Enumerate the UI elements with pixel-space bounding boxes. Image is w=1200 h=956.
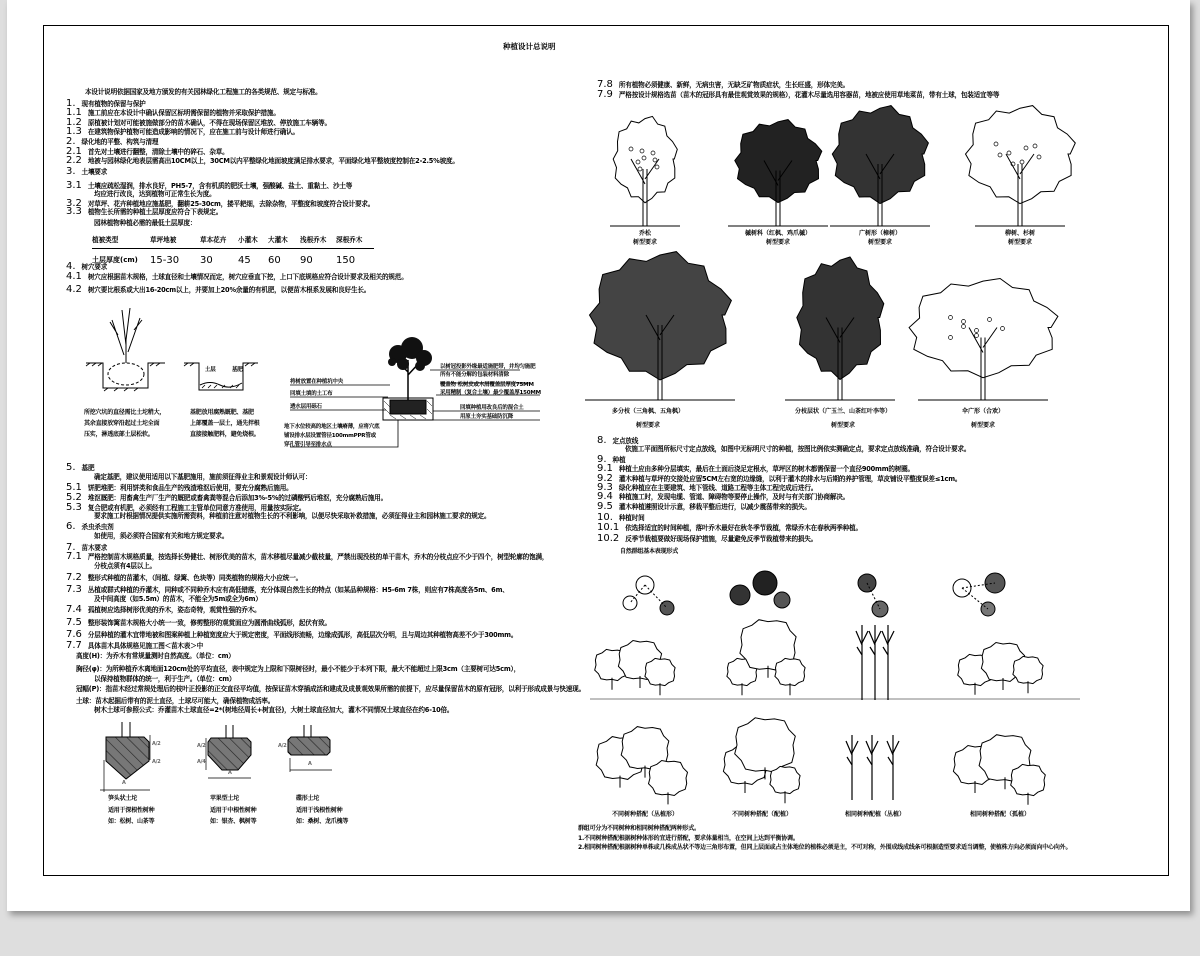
- pit-caption-line: 基肥放用腐熟厩肥、基肥: [190, 409, 254, 416]
- note-number: 8.: [597, 435, 607, 446]
- table-cell: 15-30: [150, 255, 180, 266]
- tree-requirement: 树型要求: [830, 422, 855, 429]
- page-title: 种植设计总说明: [503, 42, 556, 51]
- note-line: [597, 523, 862, 533]
- note-text: 分层种植的灌木宜带地被和图案种植上种植宽度应大于规定密度，平面线形流畅，边缘成弧形，高低层次分明，且与周边其种植物高差不少于300mm。: [87, 631, 518, 639]
- note-text: 及中间高度（如5.5m）的苗木，不能全为5m或全为6m）: [94, 595, 262, 603]
- pit-callout: 地下水位较高的地区土壤瘠薄，应将穴底: [284, 424, 380, 430]
- tree-crown: [1013, 656, 1043, 683]
- note-text: 具体苗木具体规格见施工图＜苗木表＞中: [87, 642, 203, 650]
- note-line: 2.相同树种搭配根据树种单株或几株成丛状不等边三角形布置，但同上层面或占主体地位的植株必须是主，不可对称，外围成线成线条可根据造型要求适当调整，使植株方向必须面向中心向外。: [578, 844, 1072, 851]
- note-number: 10.1: [597, 522, 620, 533]
- table-cell: 150: [336, 255, 356, 266]
- note-text: 高度(H)：为乔木有常规量测时自然高度。（单位：cm）: [76, 652, 235, 660]
- dimension-label: A/2: [152, 759, 161, 765]
- note-number: 4.2: [66, 284, 82, 295]
- note-line: [597, 464, 914, 474]
- note-text: 依施工平面图所标尺寸定点放线，如图中无标明尺寸的种植，按图比例依实测确定点，要求定点放线准确，符合设计要求。: [625, 445, 971, 453]
- note-number: 5.: [66, 462, 76, 473]
- note-number: 9.3: [597, 482, 613, 493]
- dimension-label: A: [122, 780, 126, 786]
- note-number: 5.2: [66, 492, 82, 503]
- table-cell: 45: [238, 255, 251, 266]
- note-text: 树木土球可参照公式：乔灌苗木土球直径=2*(树地径周长+树直径)，大树土球直径加大，灌木不同情况土球直径在约6-10倍。: [94, 706, 454, 714]
- plan-tree-symbol: [774, 592, 790, 608]
- note-number: 3.1: [66, 180, 82, 191]
- table-cell: 30: [200, 255, 213, 266]
- pit-caption-line: 其余直接放穿沿起过土坨全面: [84, 420, 160, 427]
- tree-crown: [775, 658, 805, 685]
- tree-branches: [856, 625, 868, 700]
- note-text: 胸径(φ)：为所种植乔木离地面120cm处的平均直径，表中规定为上限和下限树径时，最小不能少于本列下限，最大不能超过上限3cm（主要树可达5cm），: [76, 665, 520, 673]
- note-text: 堆沤厩肥：用畜禽生产厂生产的厩肥或畜禽粪等混合后添加3%-5%的过磷酸钙后堆沤，充分腐熟后施用。: [87, 494, 387, 502]
- note-number: 9.: [597, 454, 607, 465]
- note-text: 土球：苗木起掘后带有的泥土直径，土球尽可能大，确保植物成活率。: [76, 697, 275, 705]
- note-text: 定点放线: [612, 437, 639, 445]
- note-text: 整形式种植的苗灌木，（间植、绿篱、色块等）同类植物的规格大小应统一。: [87, 574, 302, 582]
- tree-crown: [645, 658, 675, 685]
- tree-requirement: 树型要求: [1007, 239, 1032, 246]
- tree-branches: [887, 735, 899, 800]
- note-number: 7.4: [66, 604, 82, 615]
- table-cell: 90: [300, 255, 313, 266]
- table-header-cell: 草坪地被: [150, 236, 177, 244]
- note-text: 植物生长所需的种植土层厚度应符合下表规定。: [87, 208, 223, 216]
- tree-crown: [649, 761, 688, 796]
- tree-branches: [869, 625, 881, 700]
- note-number: 2.: [66, 136, 76, 147]
- pit-callout: 回填种植用改良后的混合土: [460, 405, 524, 411]
- note-number: 7.: [66, 542, 76, 553]
- note-text: 确定基肥，建议使用适用以下基肥施用，施前须征得业主和景观设计师认可：: [94, 473, 312, 481]
- note-line: [597, 445, 970, 454]
- note-text: 绿化地的平整、构筑与清理: [81, 138, 159, 146]
- tree-requirement: 树型要求: [867, 239, 892, 246]
- table-row-label: 土层厚度(cm): [92, 256, 138, 264]
- table-header-cell: 小灌木: [238, 236, 258, 244]
- note-number: 7.9: [597, 89, 613, 100]
- note-line: 1.不同树种搭配根据树种体形的宜进行搭配，要求体量相当，在空间上达到平衡协调。: [578, 834, 799, 842]
- note-text: 基肥: [81, 464, 95, 472]
- soil-ball-use: 适用于浅根性树种: [296, 807, 343, 814]
- note-text: 灌木种植与草坪的交接处应留5CM左右宽的边缘缝，以利于灌木的排水与后期的养护管理，草皮铺设平整度误差≤1cm。: [618, 475, 962, 483]
- note-number: 3.: [66, 166, 76, 177]
- pit-caption-line: 上部覆盖一层土，通先拌根: [190, 420, 260, 427]
- note-text: 灌木种植遵照设计示意，移栽平整后进行，以减少震荡带来的损失。: [618, 503, 811, 511]
- pit-callout: 透水层用砾石: [290, 404, 322, 410]
- pit-callout: 所有不能分解的包装材料清除: [440, 372, 509, 378]
- table-header-cell: 植被类型: [92, 236, 119, 244]
- plan-tree-symbol: [730, 585, 750, 605]
- tree-name: 乔松: [638, 230, 651, 237]
- note-number: 10.: [597, 512, 613, 523]
- tree-crown: [797, 257, 884, 380]
- fertilizer-label: 基肥: [232, 367, 243, 373]
- pit-caption-line: 直接接触肥料，避免烧根。: [190, 431, 260, 438]
- note-number: 1.3: [66, 126, 82, 137]
- soil-ball-use: 适用于中根性树种: [210, 807, 257, 814]
- note-text: 杀虫杀虫剂: [81, 523, 114, 531]
- note-text: 严格控制苗木规格质量，按选择长势健壮、树形优美的苗木，苗木移植尽量减少截枝量，严禁出现没枝的单干苗木，乔木的分枝点应不少于四个，树型轮廓的饱满，: [87, 553, 549, 561]
- tree-requirement: 树型要求: [635, 422, 660, 429]
- table-header-cell: 浅根乔木: [300, 236, 327, 244]
- soil-layer-label: 土层: [205, 367, 216, 373]
- combo-name: 不同树种搭配（丛植形）: [611, 811, 678, 818]
- note-text: 种植土应由多种分层填实，最后在土面后浇足定根水，草坪区的树木都需保留一个直径900mm的树圈。: [618, 465, 914, 473]
- note-text: 树穴要求: [81, 263, 108, 271]
- tree-name: 多分枝（三角枫、五角枫）: [611, 408, 684, 415]
- dimension-label: A: [228, 770, 232, 776]
- note-text: 饼肥堆肥：利用饼类和食品生产的残渣堆沤后使用，要充分腐熟后施用。: [87, 484, 293, 492]
- note-text: 首先对土壤进行翻整，清除土壤中的碎石、杂草。: [87, 148, 229, 156]
- pit-callout: 穿孔管引导至排水点: [284, 442, 332, 448]
- note-number: 7.3: [66, 584, 82, 595]
- soil-ball-use: 适用于深根性树种: [108, 807, 155, 814]
- note-text: 依选择适宜的时间种植，落叶乔木最好在秋冬季节栽植，常绿乔木在春秋两季种植。: [625, 524, 862, 532]
- tree-branches: [882, 625, 894, 700]
- tree-crown: [735, 120, 822, 203]
- note-text: 以保持植物群体的统一，利于生产。（单位：cm）: [94, 675, 236, 683]
- plan-link-line: [630, 583, 995, 609]
- soil-ball-name: 笋头状土坨: [108, 795, 138, 802]
- intro-text: 本设计说明依据国家及地方颁发的有关园林绿化工程施工的各类规范、规定与标准。: [85, 88, 322, 96]
- note-text: 在建筑物保护植物可能造成影响的情况下，应在施工前与设计师进行确认。: [87, 128, 299, 136]
- note-number: 9.4: [597, 491, 613, 502]
- soil-ball-name: 苹果型土坨: [210, 795, 240, 802]
- note-line: 群组可分为不同树种和相同树种搭配两种形式。: [578, 825, 700, 832]
- note-line: [597, 502, 811, 512]
- note-text: 地被与园林绿化地表层需高出10CM以上，30CM以内平整绿化地面坡度满足排水要求，平面绿化地平整坡度控制在2-2.5%坡度。: [87, 157, 459, 165]
- tree-requirement: 树型要求: [970, 422, 995, 429]
- note-number: 6.: [66, 521, 76, 532]
- dimension-label: A/4: [197, 759, 206, 765]
- note-number: 3.2: [66, 198, 82, 209]
- note-number: 5.1: [66, 482, 82, 493]
- note-number: 9.1: [597, 463, 613, 474]
- tree-name: 分枝层状（广玉兰、山茶红叶李等）: [794, 408, 891, 415]
- note-text: 冠幅(P)：指苗木经过常规处理后的枝叶正投影的正交直径平均值，按保证苗木穿插成活和建成及成景观效果所需的前提下，应尽量保留苗木的原有冠形，以利于形成成景与快速现。: [76, 685, 585, 693]
- tree-requirement: 树型要求: [765, 239, 790, 246]
- soil-ball-example: 如：银杏、枫树等: [210, 818, 257, 825]
- table-header-cell: 深根乔木: [336, 236, 363, 244]
- note-number: 2.2: [66, 155, 82, 166]
- note-text: 苗木要求: [81, 544, 108, 552]
- tree-crown: [909, 279, 1058, 378]
- tree-name: 伞广形（合欢）: [961, 408, 1004, 415]
- pit-callout: 回填土填的土工布: [290, 391, 333, 397]
- note-number: 7.5: [66, 617, 82, 628]
- pit-caption-line: 压实，淋透底部土层松软。: [84, 431, 154, 438]
- note-text: 绿化种植应在主要建筑、地下管线、道路工程等主体工程完成后进行。: [618, 484, 818, 492]
- tree-requirement: 树型要求: [632, 239, 657, 246]
- tree-branches: [866, 735, 878, 800]
- note-number: 7.6: [66, 629, 82, 640]
- note-text: 丛植或群式种植的乔灌木，同种或不同种乔木应有高低错落，充分体现自然生长的特点（如某品种规格：H5-6m 7株，则应有7株高度各5m、6m、: [87, 586, 509, 594]
- pit-callout: 用原土夯实基础防沉降: [460, 414, 514, 420]
- note-number: 7.1: [66, 551, 82, 562]
- combo-name: 不同树种搭配（配植）: [731, 811, 792, 818]
- note-text: 反季节栽植要做好现场保护措施，尽量避免反季节栽植带来的损失。: [625, 535, 818, 543]
- soil-ball-example: 如：桑树、龙爪槐等: [296, 818, 349, 825]
- pit-callout: 采用精制（复合土壤）最少覆盖厚150MM: [440, 390, 541, 396]
- combo-name: 相同树种配植（丛植）: [844, 811, 905, 818]
- combo-caption: 自然群组基本表现形式: [620, 548, 679, 555]
- note-text: 对草坪、花卉种植地应施基肥，翻耕25-30cm，搂平耙细，去除杂物，平整度和坡度符合设计要求。: [87, 200, 375, 208]
- note-number: 2.1: [66, 146, 82, 157]
- note-number: 3.3: [66, 206, 82, 217]
- note-number: 4.1: [66, 271, 82, 282]
- tree-name: 柳树、杉树: [1004, 230, 1035, 237]
- note-line: [597, 534, 817, 544]
- tree-crown: [735, 718, 796, 772]
- note-text: 树穴应根据苗木规格，土球直径和土壤情况而定，树穴应垂直下挖，上口下底规格应符合设计要求及相关的规范。: [87, 273, 408, 281]
- pit-callout: 覆盖物 松树皮或木屑覆盖层厚度75MM: [440, 382, 534, 388]
- note-number: 7.8: [597, 79, 613, 90]
- pit-caption-line: 所挖穴坑的直径需比土坨稍大，: [84, 409, 166, 416]
- tree-branches: [846, 735, 858, 800]
- note-text: 原植被计划对可能被施做部分的苗木确认，不得在现场保留区堆放、停放施工车辆等。: [87, 119, 331, 127]
- soil-ball-example: 如：松树、山茶等: [108, 818, 155, 825]
- note-number: 7.7: [66, 640, 82, 651]
- tree-crown: [590, 252, 732, 380]
- pit-callout: 铺设排水层设置管径100mmPPR管或: [284, 433, 376, 439]
- table-header-cell: 大灌木: [268, 236, 288, 244]
- note-number: 9.2: [597, 473, 613, 484]
- note-number: 1.1: [66, 107, 82, 118]
- note-text: 树穴要比根系或大出16-20cm以上，并要加上20%余量的有机肥，以便苗木根系发展和良好生长。: [87, 286, 371, 294]
- note-text: 现有植物的保留与保护: [81, 100, 146, 108]
- note-number: 7.2: [66, 572, 82, 583]
- note-number: 4.: [66, 261, 76, 272]
- note-line: [597, 492, 849, 502]
- note-text: 施工前应在本设计中确认保留区标明需保留的植物并采取保护措施。: [87, 109, 280, 117]
- tree-crown: [1011, 764, 1046, 795]
- dimension-label: A/2: [197, 743, 206, 749]
- note-text: 土壤要求: [81, 168, 108, 176]
- note-text: 土壤应疏松湿润，排水良好，PH5-7，含有机质的肥沃土壤，强酸碱、盐土、重黏土、沙土等: [87, 182, 353, 190]
- note-text: 严格按设计规格选苗（苗木的冠形具有最佳观赏效果的规格），花灌木尽量选用容器苗，地被应使用草地菜苗，带有土球，包装适宜等等: [618, 91, 1000, 99]
- note-number: 1.: [66, 98, 76, 109]
- combo-name: 相同树种搭配（孤植）: [969, 811, 1030, 818]
- note-number: 9.5: [597, 501, 613, 512]
- note-text: 园林植物种植必需的最低土层厚度：: [94, 219, 197, 227]
- soil-ball-name: 碟形土坨: [296, 795, 320, 802]
- note-number: 10.2: [597, 533, 620, 544]
- tree-crown: [832, 106, 928, 204]
- note-text: 整形装饰篱苗木规格大小统一一致，修剪整形的观赏面应为圆滑曲线弧形，起伏有致。: [87, 619, 331, 627]
- note-text: 种植时间: [618, 514, 645, 522]
- dimension-label: A/2: [152, 741, 161, 747]
- note-text: 均应进行改良，达到植物可正常生长为度。: [94, 190, 216, 198]
- tree-crown: [966, 106, 1076, 204]
- pit-callout: 将树放置在种植坑中央: [290, 379, 344, 385]
- note-text: 要求施工时根据情况提供实施所需资料，种植前注意对植物生长的不利影响，以便尽快采取补救措施，必须征得业主和园林施工要求的规定。: [94, 512, 491, 520]
- dimension-label: A/2: [278, 743, 287, 749]
- tree-name: 广树形（樟树）: [858, 230, 901, 237]
- plan-tree-symbol: [753, 571, 777, 595]
- note-text: 种植施工时，发现电缆、管道、障碍物等要停止操作，及时与有关部门协商解决。: [618, 493, 850, 501]
- table-header-cell: 草本花卉: [200, 236, 227, 244]
- note-text: 如使用，须必须符合国家有关和地方规定要求。: [94, 532, 229, 540]
- note-text: 分枝点须有4层以上。: [94, 562, 156, 570]
- tree-name: 槭树科（红枫、鸡爪槭）: [744, 230, 811, 237]
- note-text: 所有植物必须健康、新鲜，无病虫害，无缺乏矿物质症状，生长旺盛，形体完美。: [618, 81, 850, 89]
- table-cell: 60: [268, 255, 281, 266]
- tree-crown: [770, 766, 800, 793]
- dimension-label: A: [308, 761, 312, 767]
- note-text: 孤植树应选择树形优美的乔木，姿态奇特，观赏性强的乔木。: [87, 606, 261, 614]
- pit-callout: 以树冠投影外缘最适施肥带，并均匀施肥: [440, 364, 536, 370]
- note-number: 1.2: [66, 117, 82, 128]
- note-text: 复合肥或有机肥，必须经有工程施工主管单位同意方准使用，用量按实际定。: [87, 504, 306, 512]
- note-text: 种植: [612, 456, 626, 464]
- note-number: 5.3: [66, 502, 82, 513]
